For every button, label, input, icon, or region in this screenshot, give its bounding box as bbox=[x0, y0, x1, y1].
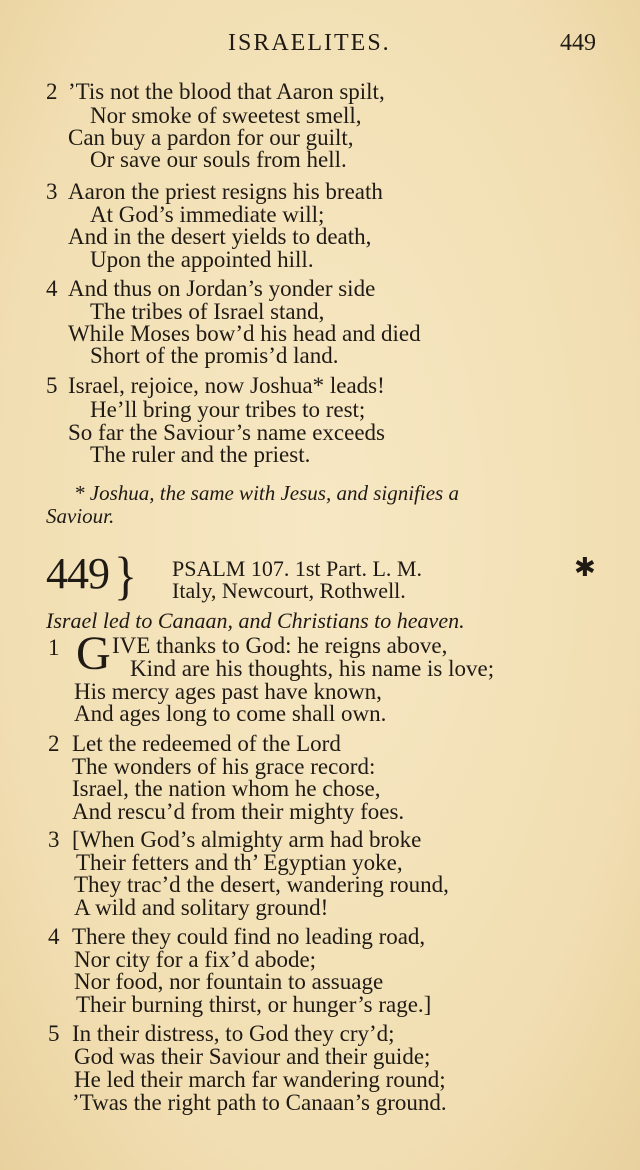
verse-line: At God’s immediate will; bbox=[90, 202, 325, 227]
verse-line: The tribes of Israel stand, bbox=[90, 299, 325, 324]
verse-line: In their distress, to God they cry’d; bbox=[72, 1021, 395, 1046]
ornament-icon: ✱ bbox=[574, 553, 596, 582]
verse-line: Short of the promis’d land. bbox=[90, 343, 339, 368]
brace-mark: } bbox=[114, 547, 138, 606]
verse-line: Israel, rejoice, now Joshua* leads! bbox=[68, 373, 385, 398]
verse-line: They trac’d the desert, wandering round, bbox=[74, 872, 449, 897]
verse-line: Their fetters and th’ Egyptian yoke, bbox=[76, 850, 403, 875]
verse-line: And thus on Jordan’s yonder side bbox=[68, 276, 376, 301]
verse-line: ’Twas the right path to Canaan’s ground. bbox=[72, 1090, 447, 1115]
verse-line: The wonders of his grace record: bbox=[72, 754, 376, 779]
drop-cap: G bbox=[76, 627, 111, 680]
footnote-line: Saviour. bbox=[46, 504, 115, 528]
verse-line: Let the redeemed of the Lord bbox=[72, 731, 341, 756]
stanza-number: 2 bbox=[46, 79, 58, 104]
verse-line: IVE thanks to God: he reigns above, bbox=[112, 633, 448, 658]
verse-line: Their burning thirst, or hunger’s rage.] bbox=[76, 992, 432, 1017]
page-header bbox=[0, 30, 640, 60]
page-number: 449 bbox=[560, 30, 596, 56]
verse-line: So far the Saviour’s name exceeds bbox=[68, 420, 386, 445]
verse-line: Nor city for a fix’d abode; bbox=[74, 947, 317, 972]
verse-line: ’Tis not the blood that Aaron spilt, bbox=[68, 79, 385, 104]
stanza-number: 5 bbox=[46, 373, 58, 398]
verse-line: God was their Saviour and their guide; bbox=[74, 1044, 431, 1069]
stanza-number: 2 bbox=[48, 731, 60, 756]
verse-line: Nor food, nor fountain to assuage bbox=[74, 969, 384, 994]
hymn-number: 449 bbox=[46, 549, 109, 598]
stanza-number: 3 bbox=[48, 827, 60, 852]
stanza-number: 4 bbox=[48, 924, 60, 949]
verse-line: Nor smoke of sweetest smell, bbox=[90, 103, 362, 128]
verse-line: There they could find no leading road, bbox=[72, 924, 426, 949]
verse-line: And ages long to come shall own. bbox=[74, 701, 387, 726]
verse-line: And in the desert yields to death, bbox=[68, 224, 372, 249]
verse-line: He led their march far wandering round; bbox=[74, 1067, 446, 1092]
stanza-number: 5 bbox=[48, 1021, 60, 1046]
verse-line: Can buy a pardon for our guilt, bbox=[68, 125, 354, 150]
footnote-line: * Joshua, the same with Jesus, and signifies a bbox=[74, 481, 459, 505]
verse-line: Israel, the nation whom he chose, bbox=[72, 776, 381, 801]
verse-line: While Moses bow’d his head and died bbox=[68, 321, 421, 346]
stanza-number: 1 bbox=[48, 635, 60, 660]
verse-line: He’ll bring your tribes to rest; bbox=[90, 397, 366, 422]
stanza-number: 3 bbox=[46, 179, 58, 204]
verse-line: Aaron the priest resigns his breath bbox=[68, 179, 383, 204]
verse-line: Or save our souls from hell. bbox=[90, 147, 347, 172]
stanza-number: 4 bbox=[46, 276, 58, 301]
tune-names: Italy, Newcourt, Rothwell. bbox=[172, 578, 406, 603]
running-title: ISRAELITES. bbox=[228, 30, 391, 56]
hymn-subtitle: Israel led to Canaan, and Christians to heaven. bbox=[46, 608, 465, 633]
verse-line: His mercy ages past have known, bbox=[74, 679, 382, 704]
verse-line: The ruler and the priest. bbox=[90, 442, 311, 467]
verse-line: And rescu’d from their mighty foes. bbox=[72, 799, 405, 824]
psalm-heading: PSALM 107. 1st Part. L. M. bbox=[172, 556, 422, 581]
verse-line: [When God’s almighty arm had broke bbox=[72, 827, 422, 852]
verse-line: Upon the appointed hill. bbox=[90, 247, 314, 272]
verse-line: A wild and solitary ground! bbox=[74, 895, 329, 920]
verse-line: Kind are his thoughts, his name is love; bbox=[130, 656, 495, 681]
